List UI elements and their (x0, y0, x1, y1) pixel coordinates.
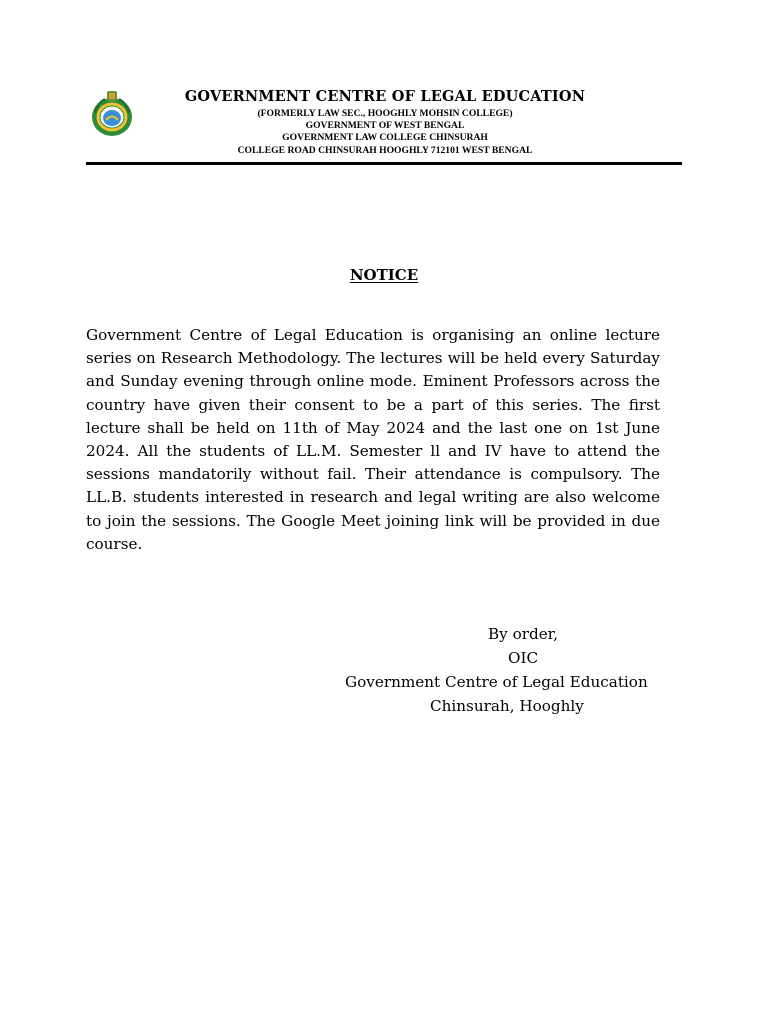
institution-title: GOVERNMENT CENTRE OF LEGAL EDUCATION (184, 88, 586, 105)
letterhead-line-college: GOVERNMENT LAW COLLEGE CHINSURAH (282, 132, 488, 144)
signature-by-order: By order, (488, 625, 559, 643)
government-emblem (91, 89, 133, 137)
notice-heading: NOTICE (349, 266, 419, 284)
emblem-icon (91, 89, 133, 137)
notice-body: Government Centre of Legal Education is organising an online lecture series on Research Methodology. The lectures will be held every Saturday and Sunday evening through online mode. Eminent Professors across the country have given their consent to be a part of this series. The first lecture shall be held on 11th of May 2024 and the last one on 1st June 2024. All the students of LL.M. Semester ll and IV have to attend the sessions mandatorily without fail. Their attendance is compulsory. The LL.B. students interested in research and legal writing are also welcome to join the sessions. The Google Meet joining link will be provided in due course. (86, 326, 660, 553)
signature-designation: OIC (508, 649, 539, 667)
letterhead-line-former-name: (FORMERLY LAW SEC., HOOGHLY MOHSIN COLLEGE) (257, 108, 513, 119)
letterhead (150, 86, 620, 157)
signature-location: Chinsurah, Hooghly (430, 697, 584, 715)
letterhead-divider (86, 162, 682, 165)
letterhead-line-address: COLLEGE ROAD CHINSURAH HOOGHLY 712101 WEST BENGAL (237, 144, 533, 156)
letterhead-line-government: GOVERNMENT OF WEST BENGAL (305, 120, 465, 132)
signature-institution: Government Centre of Legal Education (345, 673, 648, 691)
